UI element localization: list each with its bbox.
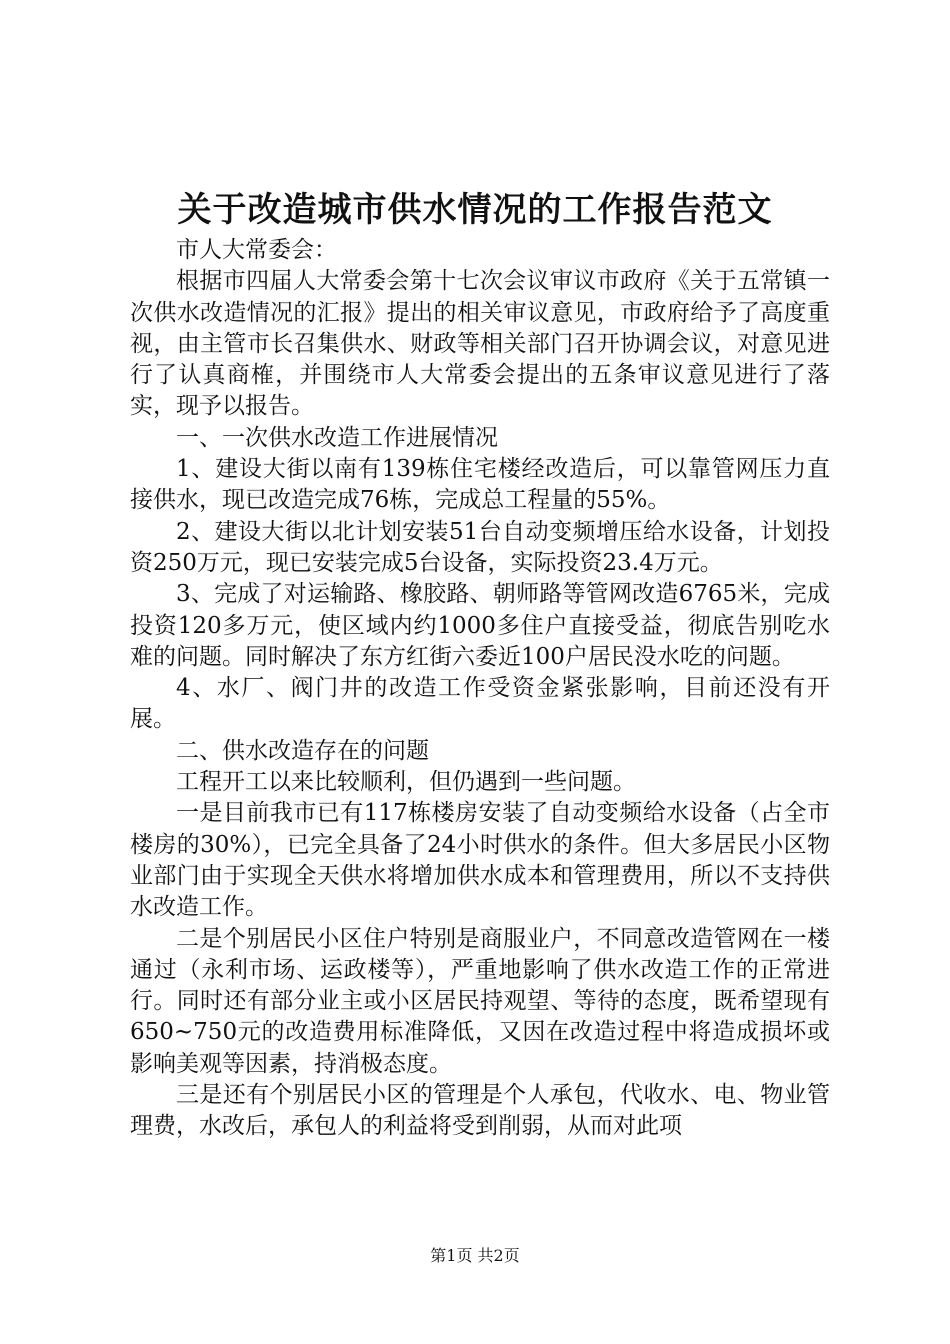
progress-item-3: 3、完成了对运输路、橡胶路、朝师路等管网改造6765米，完成投资120多万元，使区域内约1000多住户直接受益，彻底告别吃水难的问题。同时解决了东方红街六委近100户居民没水吃的问题。 xyxy=(130,581,830,670)
problem-item-3: 三是还有个别居民小区的管理是个人承包，代收水、电、物业管理费，水改后，承包人的利益将受到削弱，从而对此项 xyxy=(130,1082,830,1140)
intro-paragraph: 根据市四届人大常委会第十七次会议审议市政府《关于五常镇一次供水改造情况的汇报》提出的相关审议意见，市政府给予了高度重视，由主管市长召集供水、财政等相关部门召开协调会议，对意见进行了认真商榷，并围绕市人大常委会提出的五条审议意见进行了落实，现予以报告。 xyxy=(130,268,830,420)
progress-item-4: 4、水厂、阀门井的改造工作受资金紧张影响，目前还没有开展。 xyxy=(130,675,830,733)
section-heading-1: 一、一次供水改造工作进展情况 xyxy=(176,424,498,451)
problems-intro: 工程开工以来比较顺利，但仍遇到一些问题。 xyxy=(176,769,636,796)
progress-item-2: 2、建设大街以北计划安装51台自动变频增压给水设备，计划投资250万元，现已安装完成5台设备，实际投资23.4万元。 xyxy=(130,518,830,576)
problem-item-1: 一是目前我市已有117栋楼房安装了自动变频给水设备（占全市楼房的30%），已完全具备了24小时供水的条件。但大多居民小区物业部门由于实现全天供水将增加供水成本和管理费用，所以不支持供水改造工作。 xyxy=(130,800,830,921)
document-title: 关于改造城市供水情况的工作报告范文 xyxy=(177,190,773,230)
section-heading-2: 二、供水改造存在的问题 xyxy=(176,737,429,764)
progress-item-1: 1、建设大街以南有139栋住宅楼经改造后，可以靠管网压力直接供水，现已改造完成76栋，完成总工程量的55%。 xyxy=(130,456,830,514)
problem-item-2: 二是个别居民小区住户特别是商服业户，不同意改造管网在一楼通过（永利市场、运政楼等），严重地影响了供水改造工作的正常进行。同时还有部分业主或小区居民持观望、等待的态度，既希望现有650~750元的改造费用标准降低，又因在改造过程中将造成损坏或影响美观等因素，持消极态度。 xyxy=(130,925,830,1077)
page-footer: 第1页 共2页 xyxy=(430,1246,520,1265)
salutation: 市人大常委会： xyxy=(176,237,337,263)
document-body xyxy=(130,235,830,1143)
